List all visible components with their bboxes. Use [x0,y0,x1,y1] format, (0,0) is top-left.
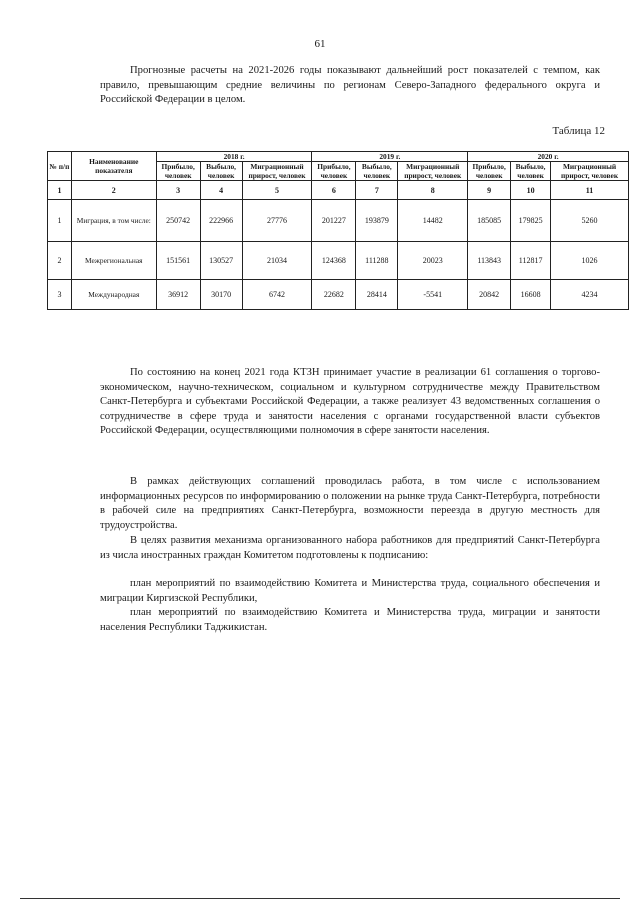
header-arrived: Прибыло, человек [312,162,356,181]
page-number: 61 [314,38,326,50]
row-number: 2 [48,242,72,280]
cell-2019-growth: 20023 [398,242,468,280]
cell-2019-growth: -5541 [398,280,468,310]
row-number: 1 [48,200,72,242]
header-growth: Миграционный прирост, человек [242,162,312,181]
table-row-migration-total [48,200,629,242]
row-name: Миграция, в том числе: [71,200,156,242]
migration-table [47,151,629,310]
row-name: Международная [71,280,156,310]
row-number: 3 [48,280,72,310]
cell-2018-left: 130527 [200,242,242,280]
cell-2020-arrived: 113843 [468,242,511,280]
header-name: Наименование показателя [71,152,156,181]
paragraph-recruitment: В целях развития механизма организованного набора работников для предприятий Санкт-Петербурга из числа иностранных граждан Комитетом подготовлены к подписанию: [100,535,600,561]
header-left: Выбыло, человек [200,162,242,181]
column-numbers-row [48,181,629,200]
cell-2020-left: 112817 [511,242,551,280]
cell-2019-arrived: 124368 [312,242,356,280]
cell-2020-growth: 1026 [551,242,629,280]
column-number: 2 [71,181,156,200]
cell-2018-growth: 21034 [242,242,312,280]
header-arrived: Прибыло, человек [468,162,511,181]
cell-2020-left: 16608 [511,280,551,310]
header-arrived: Прибыло, человек [156,162,200,181]
cell-2020-growth: 5260 [551,200,629,242]
header-growth: Миграционный прирост, человек [398,162,468,181]
column-number: 11 [551,181,629,200]
column-number: 8 [398,181,468,200]
cell-2018-left: 222966 [200,200,242,242]
cell-2019-growth: 14482 [398,200,468,242]
table-row-interregional [48,242,629,280]
row-name: Межрегиональная [71,242,156,280]
cell-2020-left: 179825 [511,200,551,242]
header-growth: Миграционный прирост, человек [551,162,629,181]
cell-2018-arrived: 36912 [156,280,200,310]
bottom-rule [20,898,620,899]
paragraph-agreements: По состоянию на конец 2021 года КТЗН принимает участие в реализации 61 соглашения о торгово-экономическом, научно-техническом, социальном и культурном сотрудничестве между Правительством Санкт-Петербурга и субъектами Российской Федерации, а также реализует 43 ведомственных соглашения о сотрудничестве в сфере труда и занятости населения с органами государственной власти субъектов Российской Федерации, осуществляющими полномочия в сфере занятости населения. [100,367,600,437]
cell-2019-arrived: 201227 [312,200,356,242]
header-year-2019: 2019 г. [312,152,468,162]
cell-2019-left: 193879 [356,200,398,242]
cell-2018-growth: 6742 [242,280,312,310]
table-row-international [48,280,629,310]
header-year-2020: 2020 г. [468,152,629,162]
column-number: 3 [156,181,200,200]
cell-2020-arrived: 20842 [468,280,511,310]
table-caption: Таблица 12 [552,125,605,137]
cell-2018-left: 30170 [200,280,242,310]
header-row-years [48,152,629,162]
header-num: № п/п [48,152,72,181]
cell-2020-growth: 4234 [551,280,629,310]
cell-2018-growth: 27776 [242,200,312,242]
column-number: 1 [48,181,72,200]
column-number: 6 [312,181,356,200]
header-left: Выбыло, человек [511,162,551,181]
cell-2019-left: 28414 [356,280,398,310]
header-year-2018: 2018 г. [156,152,312,162]
column-number: 10 [511,181,551,200]
column-number: 7 [356,181,398,200]
header-left: Выбыло, человек [356,162,398,181]
column-number: 5 [242,181,312,200]
cell-2020-arrived: 185085 [468,200,511,242]
paragraph-plan-tajikistan: план мероприятий по взаимодействию Комитета и Министерства труда, миграции и занятости населения Республики Таджикистан. [100,607,600,633]
cell-2018-arrived: 250742 [156,200,200,242]
column-number: 9 [468,181,511,200]
cell-2019-left: 111288 [356,242,398,280]
paragraph-information-work: В рамках действующих соглашений проводилась работа, в том числе с использованием информационных ресурсов по информированию о положении на рынке труда Санкт-Петербурга, потребности в рабочей силе на предприятиях Санкт-Петербурга, возможности переезда в другую местность для трудоустройства. [100,476,600,531]
column-number: 4 [200,181,242,200]
paragraph-plan-kyrgyzstan: план мероприятий по взаимодействию Комитета и Министерства труда, социального обеспечения и миграции Киргизской Республики, [100,578,600,604]
intro-paragraph: Прогнозные расчеты на 2021-2026 годы показывают дальнейший рост показателей с темпом, как правило, превышающим средние величины по регионам Северо-Западного федерального округа и Российской Федерации в целом. [100,65,600,106]
cell-2018-arrived: 151561 [156,242,200,280]
cell-2019-arrived: 22682 [312,280,356,310]
